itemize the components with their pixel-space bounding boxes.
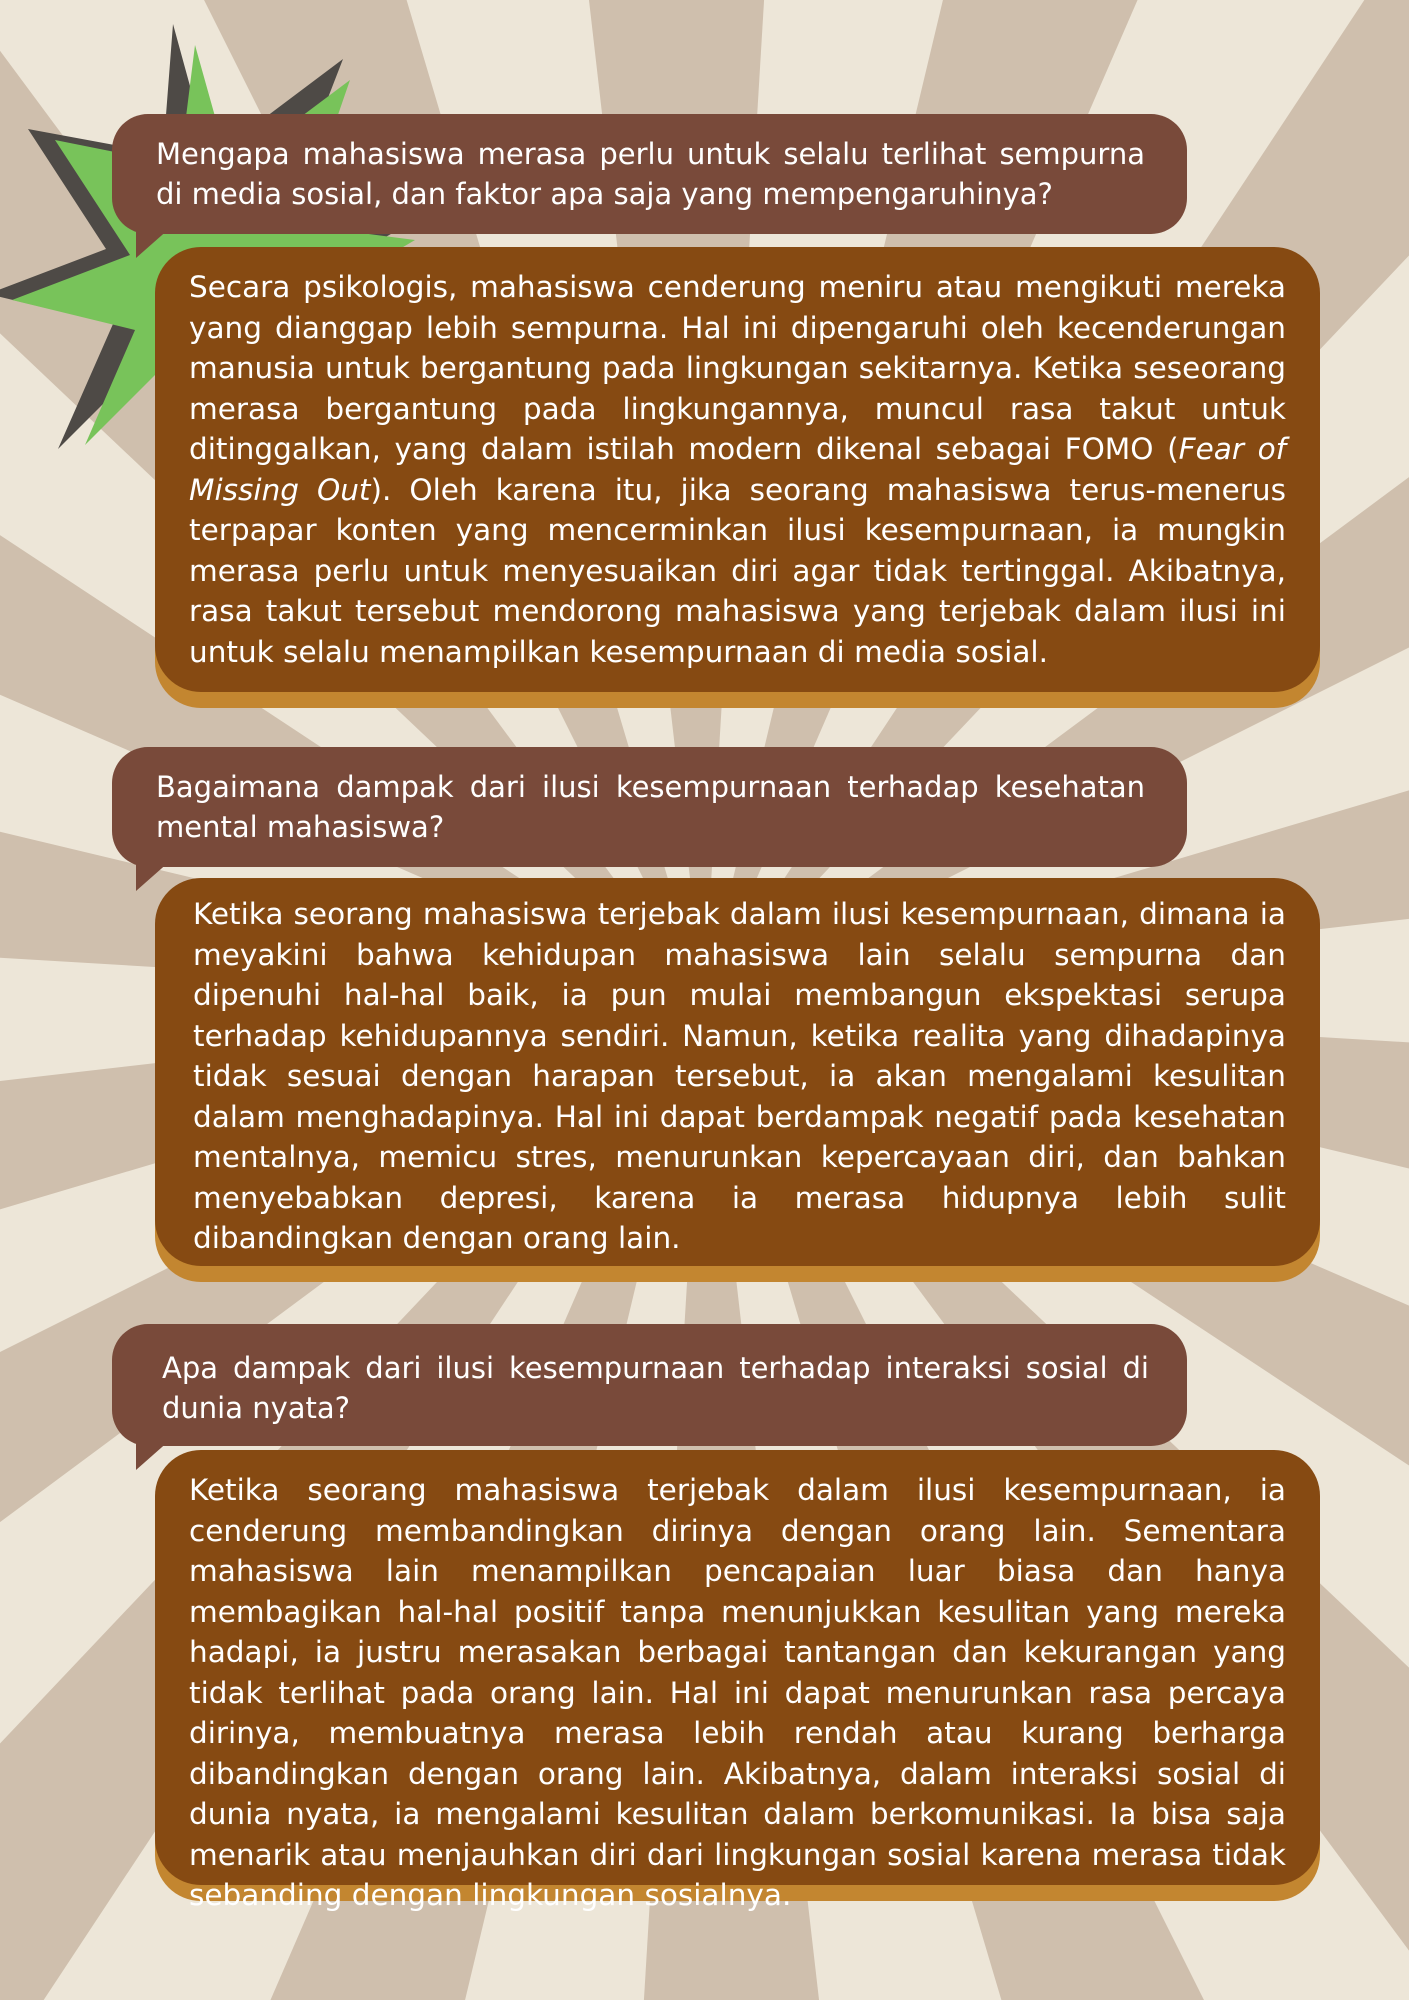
answer-text-1: Secara psikologis, mahasiswa cenderung meniru atau mengikuti mereka yang dianggap lebih sempurna. Hal ini dipengaruhi oleh kecenderungan manusia untuk bergantung pada lingkungan sekitarnya. Ketika seseorang merasa bergantung pada lingkungannya, muncul rasa takut untuk ditinggalkan, yang dalam istilah modern dikenal sebagai FOMO (Fear of Missing Out). Oleh karena itu, jika seorang mahasiswa terus-menerus terpapar konten yang mencerminkan ilusi kesempurnaan, ia mungkin merasa perlu untuk menyesuaikan diri agar tidak tertinggal. Akibatnya, rasa takut tersebut mendorong mahasiswa yang terjebak dalam ilusi ini untuk selalu menampilkan kesempurnaan di media sosial.	[189, 270, 1287, 669]
question-text-3: Apa dampak dari ilusi kesempurnaan terhadap interaksi sosial di dunia nyata?	[162, 1351, 1149, 1425]
answer-text-3: Ketika seorang mahasiswa terjebak dalam ilusi kesempurnaan, ia cenderung membandingkan dirinya dengan orang lain. Sementara mahasiswa lain menampilkan pencapaian luar biasa dan hanya membagikan hal-hal positif tanpa menunjukkan kesulitan yang mereka hadapi, ia justru merasakan berbagai tantangan dan kekurangan yang tidak terlihat pada orang lain. Hal ini dapat menurunkan rasa percaya dirinya, membuatnya merasa lebih rendah atau kurang berharga dibandingkan dengan orang lain. Akibatnya, dalam interaksi sosial di dunia nyata, ia mengalami kesulitan dalam berkomunikasi. Ia bisa saja menarik atau menjauhkan diri dari lingkungan sosial karena merasa tidak sebanding dengan lingkungan sosialnya.	[189, 1473, 1286, 1912]
speech-tail	[136, 861, 170, 891]
question-bubble-1	[112, 114, 1187, 234]
question-bubble-3	[112, 1324, 1187, 1446]
answer-bubble-2	[155, 878, 1320, 1266]
question-text-1: Mengapa mahasiswa merasa perlu untuk selalu terlihat sempurna di media sosial, dan faktor apa saja yang mempengaruhinya?	[156, 137, 1145, 211]
speech-tail	[136, 228, 170, 258]
answer-text-2: Ketika seorang mahasiswa terjebak dalam ilusi kesempurnaan, dimana ia meyakini bahwa kehidupan mahasiswa lain selalu sempurna dan dipenuhi hal-hal baik, ia pun mulai membangun ekspektasi serupa terhadap kehidupannya sendiri. Namun, ketika realita yang dihadapinya tidak sesuai dengan harapan tersebut, ia akan mengalami kesulitan dalam menghadapinya. Hal ini dapat berdampak negatif pada kesehatan mentalnya, memicu stres, menurunkan kepercayaan diri, dan bahkan menyebabkan depresi, karena ia merasa hidupnya lebih sulit dibandingkan dengan orang lain.	[193, 897, 1286, 1255]
answer-bubble-3	[155, 1450, 1320, 1912]
answer-bubble-1	[155, 247, 1320, 692]
question-bubble-2	[112, 747, 1187, 867]
question-text-2: Bagaimana dampak dari ilusi kesempurnaan terhadap kesehatan mental mahasiswa?	[156, 770, 1145, 844]
